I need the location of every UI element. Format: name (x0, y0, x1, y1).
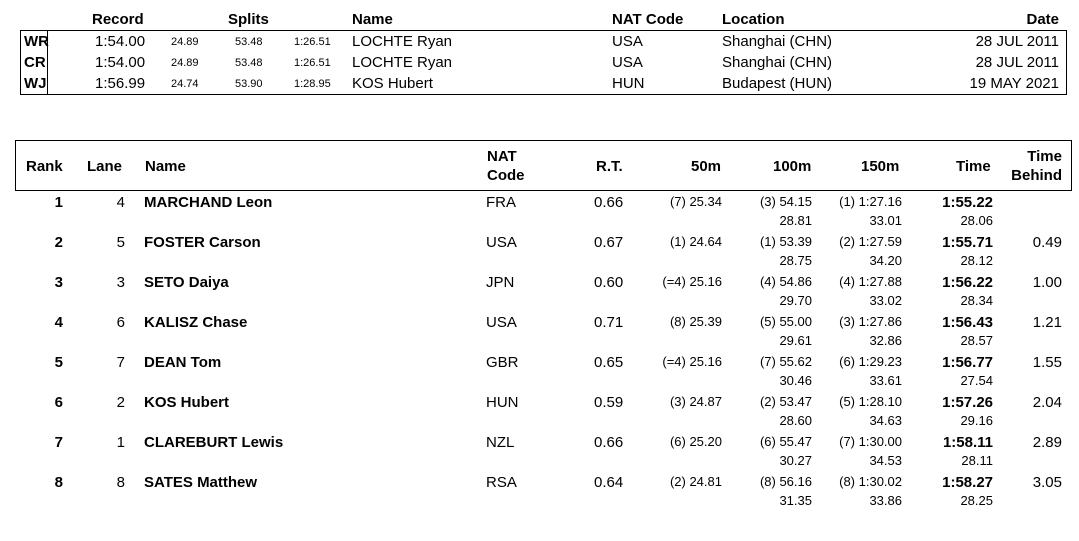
result-reaction-time: 0.64 (594, 474, 624, 491)
record-row (19, 33, 1067, 54)
result-name: FOSTER Carson (144, 234, 261, 251)
results-table (15, 140, 1074, 520)
result-split-150-lap: 34.63 (869, 413, 902, 428)
result-final-time: 1:55.71 (942, 234, 993, 251)
result-rank: 5 (54, 354, 63, 371)
result-split-100-lap: 30.27 (779, 453, 812, 468)
result-final-time: 1:55.22 (942, 194, 993, 211)
record-split-50: 24.74 (171, 78, 199, 90)
result-time-behind: 3.05 (1032, 474, 1062, 491)
result-split-150-lap: 32.86 (869, 333, 902, 348)
result-split-150-lap: 34.53 (869, 453, 902, 468)
record-code: CR (24, 54, 46, 71)
result-split-150: (1) 1:27.16 (839, 194, 902, 209)
record-location: Shanghai (CHN) (722, 33, 833, 50)
result-rank: 6 (54, 394, 63, 411)
result-final-lap: 28.12 (960, 253, 993, 268)
result-row (15, 232, 1074, 272)
results-header-rank: Rank (26, 158, 63, 175)
result-split-50: (3) 24.87 (669, 394, 722, 409)
result-split-50: (=4) 25.16 (662, 274, 722, 289)
result-row (15, 192, 1074, 232)
result-final-time: 1:56.22 (942, 274, 993, 291)
records-header-splits: Splits (228, 11, 269, 28)
result-final-lap: 28.11 (961, 453, 993, 468)
record-row (19, 54, 1067, 75)
result-name: SATES Matthew (144, 474, 258, 491)
records-header-date: Date (1026, 11, 1059, 28)
result-reaction-time: 0.67 (594, 234, 624, 251)
record-split-100: 53.48 (235, 36, 263, 48)
result-row (15, 272, 1074, 312)
results-header-name: Name (145, 158, 186, 175)
record-name: LOCHTE Ryan (352, 54, 453, 71)
records-header-nat-code: NAT Code (612, 11, 684, 28)
results-header-50m: 50m (691, 158, 722, 175)
result-split-50: (=4) 25.16 (662, 354, 722, 369)
result-nat: FRA (486, 194, 516, 211)
result-split-50: (8) 25.39 (669, 314, 722, 329)
result-split-100: (7) 55.62 (759, 354, 812, 369)
result-split-100-lap: 28.60 (779, 413, 812, 428)
result-split-150: (7) 1:30.00 (839, 434, 902, 449)
result-lane: 7 (116, 354, 125, 371)
result-split-100: (5) 55.00 (759, 314, 812, 329)
result-row (15, 432, 1074, 472)
result-rank: 7 (54, 434, 63, 451)
result-row (15, 392, 1074, 432)
record-split-150: 1:26.51 (294, 57, 331, 69)
result-lane: 8 (116, 474, 125, 491)
result-split-150-lap: 33.86 (869, 493, 902, 508)
result-final-lap: 28.57 (960, 333, 993, 348)
result-split-150: (2) 1:27.59 (839, 234, 902, 249)
results-header-code: Code (487, 167, 525, 184)
result-split-150: (3) 1:27.86 (839, 314, 902, 329)
result-split-100-lap: 28.75 (779, 253, 812, 268)
result-lane: 5 (116, 234, 125, 251)
result-split-150-lap: 33.02 (869, 293, 902, 308)
record-code: WR (24, 33, 49, 50)
result-name: SETO Daiya (144, 274, 229, 291)
result-lane: 3 (116, 274, 125, 291)
results-header-rt: R.T. (596, 158, 623, 175)
result-split-100-lap: 31.35 (779, 493, 812, 508)
result-split-50: (6) 25.20 (669, 434, 722, 449)
result-split-150: (4) 1:27.88 (839, 274, 902, 289)
result-name: KALISZ Chase (144, 314, 248, 331)
record-time: 1:54.00 (95, 33, 146, 50)
result-final-lap: 28.06 (960, 213, 993, 228)
results-header-lane: Lane (87, 158, 123, 175)
result-name: DEAN Tom (144, 354, 222, 371)
result-split-50: (2) 24.81 (669, 474, 722, 489)
result-final-lap: 28.25 (960, 493, 993, 508)
records-header-location: Location (722, 11, 785, 28)
result-split-100: (1) 53.39 (759, 234, 812, 249)
result-lane: 4 (116, 194, 125, 211)
results-header-nat: NAT (487, 148, 517, 165)
result-split-150-lap: 33.61 (869, 373, 902, 388)
records-header-record: Record (92, 11, 144, 28)
result-split-50: (7) 25.34 (669, 194, 722, 209)
result-final-time: 1:56.77 (942, 354, 993, 371)
record-name: LOCHTE Ryan (352, 33, 453, 50)
result-split-150: (6) 1:29.23 (839, 354, 902, 369)
result-split-100-lap: 29.70 (779, 293, 812, 308)
result-final-lap: 28.34 (960, 293, 993, 308)
result-row (15, 472, 1074, 512)
result-split-100: (2) 53.47 (759, 394, 812, 409)
result-final-time: 1:58.11 (942, 434, 993, 451)
results-header-time-behind-1: Time (1027, 148, 1062, 165)
result-final-time: 1:56.43 (942, 314, 993, 331)
result-reaction-time: 0.59 (594, 394, 624, 411)
result-nat: HUN (486, 394, 519, 411)
record-time: 1:56.99 (95, 75, 146, 92)
result-name: CLAREBURT Lewis (144, 434, 284, 451)
result-split-100-lap: 29.61 (779, 333, 812, 348)
record-row (19, 75, 1067, 96)
result-nat: GBR (486, 354, 519, 371)
record-split-50: 24.89 (171, 57, 199, 69)
result-reaction-time: 0.66 (594, 434, 624, 451)
result-split-150: (8) 1:30.02 (839, 474, 902, 489)
result-lane: 6 (116, 314, 125, 331)
result-lane: 2 (116, 394, 125, 411)
result-final-lap: 29.16 (960, 413, 993, 428)
record-nat: HUN (612, 75, 645, 92)
results-header-150m: 150m (861, 158, 900, 175)
result-rank: 4 (54, 314, 63, 331)
result-nat: RSA (486, 474, 517, 491)
record-location: Shanghai (CHN) (722, 54, 833, 71)
result-split-100-lap: 28.81 (779, 213, 812, 228)
result-nat: USA (486, 234, 517, 251)
result-final-time: 1:58.27 (942, 474, 993, 491)
record-name: KOS Hubert (352, 75, 433, 92)
result-time-behind: 0.49 (1032, 234, 1062, 251)
result-name: KOS Hubert (144, 394, 230, 411)
result-time-behind: 1.55 (1032, 354, 1062, 371)
result-split-100: (4) 54.86 (759, 274, 812, 289)
record-nat: USA (612, 33, 643, 50)
record-split-150: 1:28.95 (294, 78, 331, 90)
result-rank: 1 (54, 194, 63, 211)
record-split-100: 53.90 (235, 78, 263, 90)
result-time-behind: 1.00 (1032, 274, 1062, 291)
records-table (19, 7, 1067, 95)
result-nat: NZL (486, 434, 515, 451)
result-split-100: (8) 56.16 (759, 474, 812, 489)
result-row (15, 352, 1074, 392)
result-final-lap: 27.54 (960, 373, 993, 388)
record-date: 28 JUL 2011 (975, 33, 1059, 50)
result-split-50: (1) 24.64 (669, 234, 722, 249)
result-time-behind: 2.89 (1032, 434, 1062, 451)
results-header-time: Time (956, 158, 991, 175)
result-split-100: (3) 54.15 (759, 194, 812, 209)
result-time-behind: 2.04 (1032, 394, 1062, 411)
record-nat: USA (612, 54, 643, 71)
result-nat: USA (486, 314, 517, 331)
results-header-frame (15, 140, 1072, 191)
result-time-behind: 1.21 (1032, 314, 1062, 331)
result-nat: JPN (486, 274, 515, 291)
result-rank: 8 (54, 474, 63, 491)
result-split-100-lap: 30.46 (779, 373, 812, 388)
result-split-150-lap: 33.01 (869, 213, 902, 228)
result-split-100: (6) 55.47 (759, 434, 812, 449)
result-split-150-lap: 34.20 (869, 253, 902, 268)
result-final-time: 1:57.26 (942, 394, 993, 411)
record-code: WJ (24, 75, 47, 92)
records-header-name: Name (352, 11, 393, 28)
results-header-time-behind-2: Behind (1011, 167, 1062, 184)
result-rank: 2 (54, 234, 63, 251)
result-rank: 3 (54, 274, 63, 291)
record-split-100: 53.48 (235, 57, 263, 69)
record-split-150: 1:26.51 (294, 36, 331, 48)
result-reaction-time: 0.65 (594, 354, 624, 371)
result-reaction-time: 0.66 (594, 194, 624, 211)
record-split-50: 24.89 (171, 36, 199, 48)
record-date: 28 JUL 2011 (975, 54, 1059, 71)
result-lane: 1 (116, 434, 125, 451)
result-name: MARCHAND Leon (144, 194, 273, 211)
result-reaction-time: 0.60 (594, 274, 624, 291)
record-time: 1:54.00 (95, 54, 146, 71)
record-location: Budapest (HUN) (722, 75, 833, 92)
result-reaction-time: 0.71 (594, 314, 624, 331)
result-row (15, 312, 1074, 352)
results-header-100m: 100m (773, 158, 812, 175)
result-split-150: (5) 1:28.10 (839, 394, 902, 409)
record-date: 19 MAY 2021 (969, 75, 1059, 92)
